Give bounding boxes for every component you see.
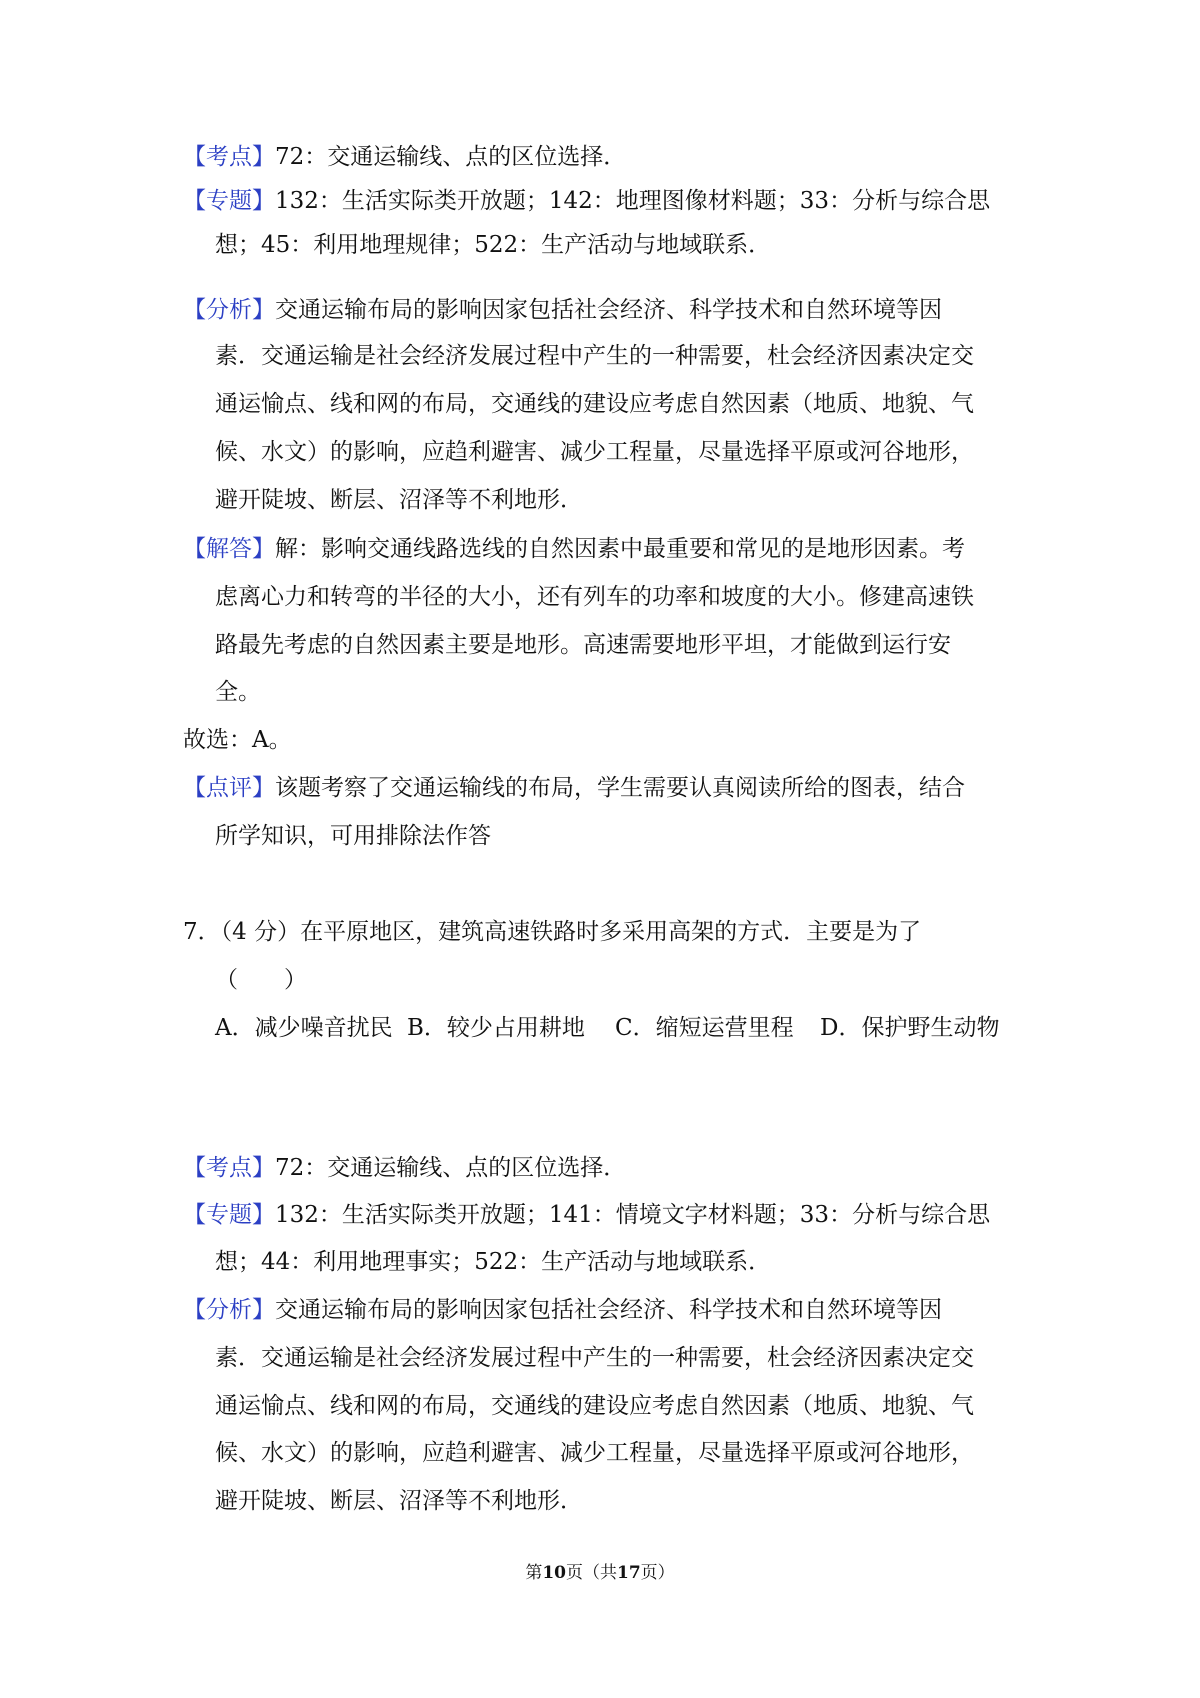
dianping-1 — [183, 773, 965, 803]
zhuanti-1 — [183, 186, 990, 216]
footer-pre: 第 — [525, 1563, 543, 1583]
fenxi-1-line2: 素．交通运输是社会经济发展过程中产生的一种需要，杜会经济因素决定交 — [215, 343, 974, 369]
fenxi-2-line2: 素．交通运输是社会经济发展过程中产生的一种需要，杜会经济因素决定交 — [215, 1345, 974, 1371]
fenxi-1-line4: 候、水文）的影响，应趋利避害、减少工程量，尽量选择平原或河谷地形， — [215, 439, 974, 465]
jieda-1-line2: 虑离心力和转弯的半径的大小，还有列车的功率和坡度的大小。修建高速铁 — [215, 584, 974, 610]
fenxi-label: 【分析】 — [183, 297, 275, 323]
fenxi-1 — [183, 295, 942, 325]
fenxi-label: 【分析】 — [183, 1297, 275, 1323]
footer-total-pages: 17 — [617, 1563, 641, 1583]
zhuanti-1-line2: 想；45：利用地理规律；522：生产活动与地域联系． — [215, 232, 772, 258]
question-7-blank: （ ） — [215, 967, 307, 993]
kaodian-label: 【考点】 — [183, 1155, 275, 1181]
fenxi-1-line5: 避开陡坡、断层、沼泽等不利地形． — [215, 487, 583, 513]
fenxi-text-line1: 交通运输布局的影响因家包括社会经济、科学技术和自然环境等因 — [275, 1297, 942, 1323]
kaodian-1 — [183, 142, 626, 172]
option-b: B．较少占用耕地 — [407, 1015, 585, 1041]
zhuanti-label: 【专题】 — [183, 188, 275, 214]
footer-post: 页） — [640, 1563, 675, 1583]
zhuanti-2-line2: 想；44：利用地理事实；522：生产活动与地域联系． — [215, 1249, 772, 1275]
kaodian-text: 72：交通运输线、点的区位选择． — [275, 1155, 627, 1181]
footer-mid: 页（共 — [566, 1563, 617, 1583]
question-7-options — [215, 1013, 999, 1043]
zhuanti-text-line1: 132：生活实际类开放题；142：地理图像材料题；33：分析与综合思 — [275, 188, 991, 214]
jieda-text-line1: 解：影响交通线路选线的自然因素中最重要和常见的是地形因素。考 — [275, 536, 965, 562]
footer-page-number: 10 — [542, 1563, 566, 1583]
option-d: D．保护野生动物 — [820, 1015, 1000, 1041]
kaodian-text: 72：交通运输线、点的区位选择． — [275, 144, 627, 170]
fenxi-2-line5: 避开陡坡、断层、沼泽等不利地形． — [215, 1488, 583, 1514]
kaodian-2 — [183, 1153, 626, 1183]
jieda-label: 【解答】 — [183, 536, 275, 562]
fenxi-2 — [183, 1295, 942, 1325]
dianping-text-line1: 该题考察了交通运输线的布局，学生需要认真阅读所给的图表，结合 — [275, 775, 965, 801]
zhuanti-2 — [183, 1200, 990, 1230]
option-c: C．缩短运营里程 — [615, 1015, 794, 1041]
jieda-1-line3: 路最先考虑的自然因素主要是地形。高速需要地形平坦，才能做到运行安 — [215, 632, 951, 658]
fenxi-2-line3: 通运愉点、线和网的布局，交通线的建设应考虑自然因素（地质、地貌、气 — [215, 1393, 974, 1419]
fenxi-1-line3: 通运愉点、线和网的布局，交通线的建设应考虑自然因素（地质、地貌、气 — [215, 391, 974, 417]
kaodian-label: 【考点】 — [183, 144, 275, 170]
jieda-1 — [183, 534, 965, 564]
dianping-1-line2: 所学知识，可用排除法作答 — [215, 823, 491, 849]
zhuanti-text-line1: 132：生活实际类开放题；141：情境文字材料题；33：分析与综合思 — [275, 1202, 991, 1228]
jieda-1-line4: 全。 — [215, 679, 261, 705]
zhuanti-label: 【专题】 — [183, 1202, 275, 1228]
page-footer — [0, 1558, 1200, 1583]
option-a: A．减少噪音扰民 — [215, 1015, 393, 1041]
fenxi-2-line4: 候、水文）的影响，应趋利避害、减少工程量，尽量选择平原或河谷地形， — [215, 1440, 974, 1466]
dianping-label: 【点评】 — [183, 775, 275, 801]
guxuan-1: 故选：A。 — [183, 727, 292, 753]
fenxi-text-line1: 交通运输布局的影响因家包括社会经济、科学技术和自然环境等因 — [275, 297, 942, 323]
question-7-stem: 7．（4 分）在平原地区，建筑高速铁路时多采用高架的方式．主要是为了 — [183, 919, 922, 945]
